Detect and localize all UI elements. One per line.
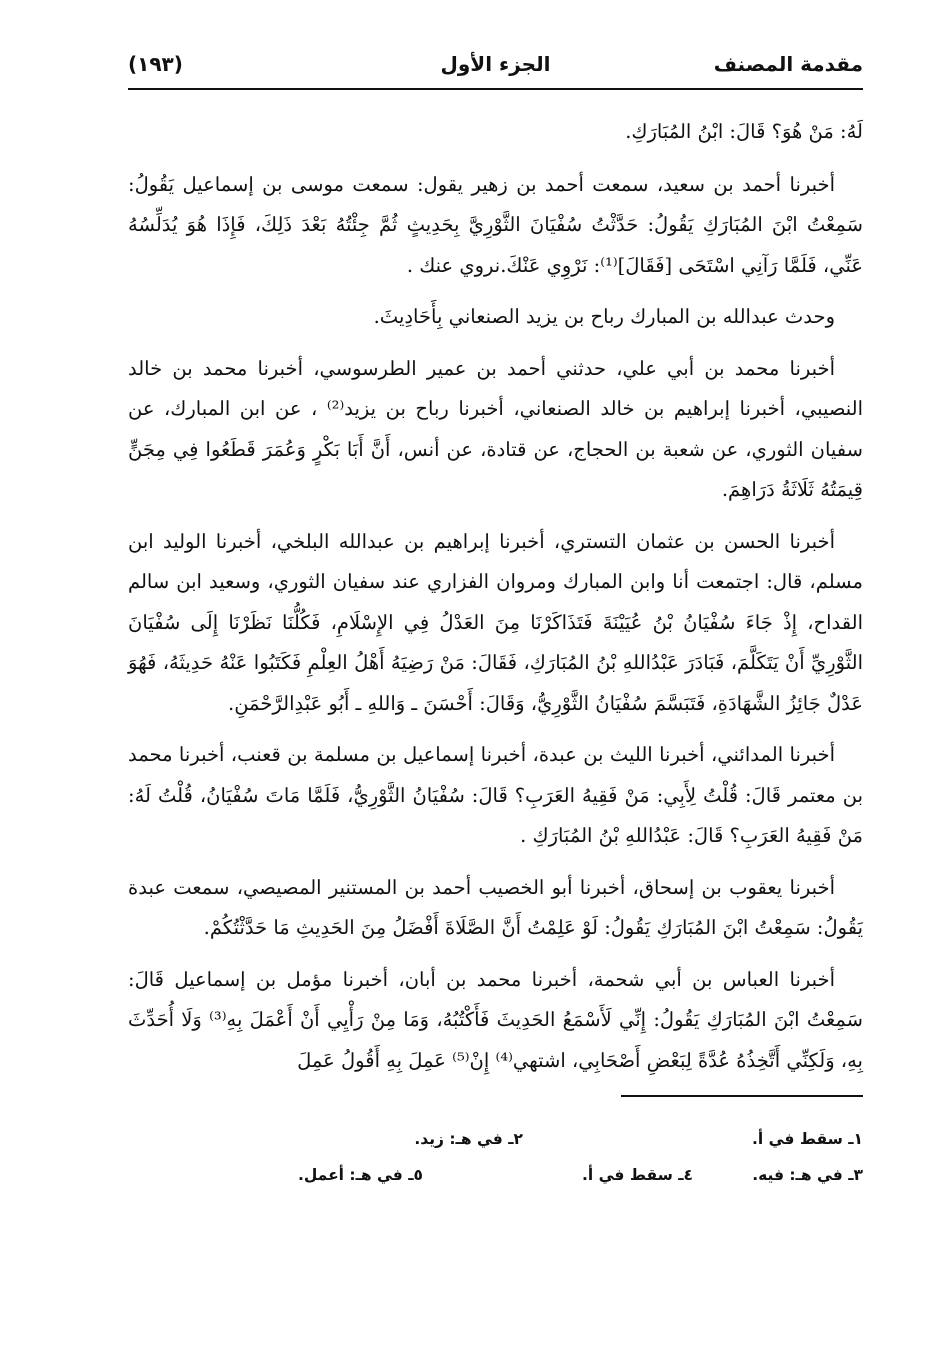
paragraph: وحدث عبدالله بن المبارك رباح بن يزيد الصنعاني بِأَحَادِيثَ. (373, 305, 835, 328)
footnote-row (128, 1121, 863, 1157)
footnote-3: ٣ـ في هـ: فيه. (752, 1166, 863, 1184)
footnote-row (128, 1157, 863, 1193)
footnote-4: ٤ـ سقط في أ. (582, 1166, 693, 1184)
main-text (128, 112, 863, 1081)
paragraph: أخبرنا محمد بن أبي علي، حدثني أحمد بن عمير الطرسوسي، أخبرنا محمد بن خالد النصيبي، أخبرنا إبراهيم بن خالد الصنعاني، أخبرنا رباح بن يزيد⁽²⁾ ، عن ابن المبارك، عن سفيان الثوري، عن شعبة بن الحجاج، عن قتادة، عن أنس، أَنَّ أَبَا بَكْرٍ وَعُمَرَ قَطَعُوا فِي مِجَنٍّ قِيمَتُهُ ثَلَاثَةُ دَرَاهِمَ. (128, 356, 864, 501)
footnote-divider (621, 1095, 863, 1097)
paragraph: أخبرنا أحمد بن سعيد، سمعت أحمد بن زهير يقول: سمعت موسى بن إسماعيل يَقُولُ: سَمِعْتُ ابْنَ المُبَارَكِ يَقُولُ: حَدَّثْتُ سُفْيَانَ الثَّوْرِيَّ بِحَدِيثٍ ثُمَّ جِئْتُهُ بَعْدَ ذَلِكَ، فَإِذَا هُوَ يُدَلِّسُهُ عَنِّي، فَلَمَّا رَآنِي اسْتَحَى [فَقَالَ]⁽¹⁾: نَرْوِي عَنْكَ.نروي عنك . (128, 172, 863, 277)
footnotes (128, 1121, 863, 1193)
footnote-1: ١ـ سقط في أ. (752, 1130, 863, 1148)
paragraph: أخبرنا العباس بن أبي شحمة، أخبرنا محمد بن أبان، أخبرنا مؤمل بن إسماعيل قَالَ: سَمِعْتُ ابْنَ المُبَارَكِ يَقُولُ: إِنِّي لَأَسْمَعُ الحَدِيثَ فَأَكْتُبُهُ، وَمَا مِنْ رَأْيِي أَنْ أَعْمَلَ بِهِ⁽³⁾ وَلَا أُحَدِّثَ بِهِ، وَلَكِنِّي أَتَّخِذُهُ عُدَّةً لِبَعْضِ أَصْحَابِي، اشتهي⁽⁴⁾ إِنْ⁽⁵⁾ عَمِلَ بِهِ أَقُولُ عَمِلَ (128, 967, 863, 1072)
footnote-2: ٢ـ في هـ: زيد. (414, 1130, 523, 1148)
paragraph: أخبرنا المدائني، أخبرنا الليث بن عبدة، أخبرنا إسماعيل بن مسلمة بن قعنب، أخبرنا محمد بن معتمر قَالَ: قُلْتُ لِأَبِي: مَنْ فَقِيهُ العَرَبِ؟ قَالَ: سُفْيَانُ الثَّوْرِيُّ، فَلَمَّا مَاتَ سُفْيَانُ، قُلْتُ لَهُ: مَنْ فَقِيهُ العَرَبِ؟ قَالَ: عَبْدُاللهِ بْنُ المُبَارَكِ . (128, 743, 863, 847)
page-number: (١٩٣) (128, 52, 183, 76)
volume-title: الجزء الأول (440, 52, 551, 76)
book-page (128, 40, 863, 1340)
paragraph: لَهُ: مَنْ هُوَ؟ قَالَ: ابْنُ المُبَارَكِ. (625, 120, 863, 143)
footnote-5: ٥ـ في هـ: أعمل. (297, 1166, 423, 1184)
running-header (128, 40, 863, 90)
paragraph: أخبرنا يعقوب بن إسحاق، أخبرنا أبو الخصيب أحمد بن المستنير المصيصي، سمعت عبدة يَقُولُ: سَمِعْتُ ابْنَ المُبَارَكِ يَقُولُ: لَوْ عَلِمْتُ أَنَّ الصَّلَاةَ أَفْضَلُ مِنَ الحَدِيثِ مَا حَدَّثْتُكُمْ. (128, 875, 863, 939)
paragraph: أخبرنا الحسن بن عثمان التستري، أخبرنا إبراهيم بن عبدالله البلخي، أخبرنا الوليد ابن مسلم، قال: اجتمعت أنا وابن المبارك ومروان الفزاري عند سفيان الثوري، وسعيد ابن سالم القداح، إِذْ جَاءَ سُفْيَانُ بْنُ عُيَيْنَةَ فَتَذَاكَرْنَا مِنَ العَدْلُ فِي الإِسْلَامِ، فَكُلُّنَا نَظَرْنَا إِلَى سُفْيَانَ الثَّوْرِيِّ أَنْ يَتَكَلَّمَ، فَبَادَرَ عَبْدُاللهِ بْنُ المُبَارَكِ، فَقَالَ: مَنْ رَضِيَهُ أَهْلُ العِلْمِ فَكَتَبُوا عَنْهُ حَدِيثَهُ، فَهُوَ عَدْلٌ جَائِزُ الشَّهَادَةِ، فَتَبَسَّمَ سُفْيَانُ الثَّوْرِيُّ، وَقَالَ: أَحْسَنَ ـ وَاللهِ ـ أَبُو عَبْدِالرَّحْمَنِ. (128, 529, 863, 715)
section-title: مقدمة المصنف (713, 52, 863, 76)
